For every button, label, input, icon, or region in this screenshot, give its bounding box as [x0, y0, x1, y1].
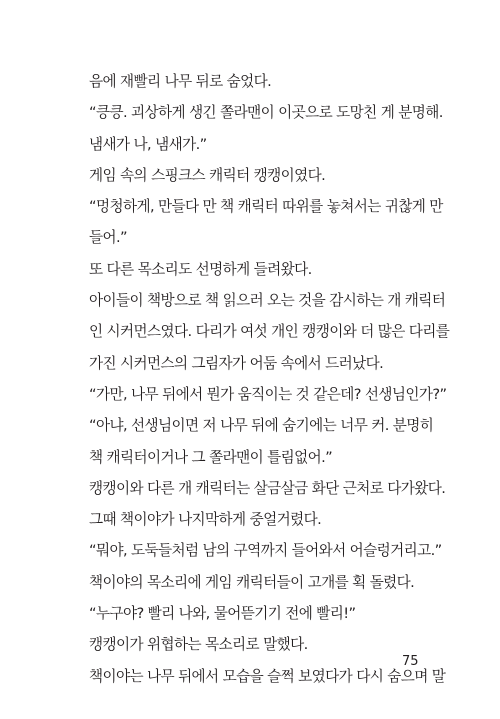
- page-number: 75: [402, 654, 419, 669]
- text-line: 들어.”: [89, 229, 127, 247]
- text-line: 또 다른 목소리도 선명하게 들려왔다.: [89, 260, 312, 278]
- body-text: [89, 66, 450, 692]
- text-line: “킁킁. 괴상하게 생긴 쫄라맨이 이곳으로 도망친 게 분명해.: [89, 104, 443, 122]
- text-line: 인 시커먼스였다. 다리가 여섯 개인 캥캥이와 더 많은 다리를: [89, 323, 450, 341]
- text-line: 아이들이 책방으로 책 읽으러 오는 것을 감시하는 개 캐릭터: [89, 292, 446, 310]
- text-line: 가진 시커먼스의 그림자가 어둠 속에서 드러났다.: [89, 354, 384, 372]
- text-line: 책이야의 목소리에 게임 캐릭터들이 고개를 획 돌렸다.: [89, 573, 415, 591]
- text-line: “뭐야, 도둑들처럼 남의 구역까지 들어와서 어슬렁거리고.”: [89, 542, 442, 560]
- text-line: “아냐, 선생님이면 저 나무 뒤에 숨기에는 너무 커. 분명히: [89, 417, 434, 435]
- text-line: 음에 재빨리 나무 뒤로 숨었다.: [89, 73, 272, 90]
- text-line: 캥캥이가 위협하는 목소리로 말했다.: [89, 636, 308, 654]
- text-line: 냄새가 나, 냄새가.”: [89, 135, 207, 153]
- text-line: “멍청하게, 만들다 만 책 캐릭터 따위를 놓쳐서는 귀찮게 만: [89, 198, 443, 216]
- text-line: 그때 책이야가 나지막하게 중얼거렸다.: [89, 511, 322, 529]
- text-line: 책 캐릭터이거나 그 쫄라맨이 틀림없어.”: [89, 448, 333, 466]
- text-line: 캥캥이와 다른 개 캐릭터는 살금살금 화단 근처로 다가왔다.: [89, 479, 446, 497]
- text-line: 게임 속의 스핑크스 캐릭터 캥캥이였다.: [89, 166, 326, 184]
- text-line: 책이야는 나무 뒤에서 모습을 슬쩍 보였다가 다시 숨으며 말: [89, 667, 446, 685]
- text-line: “누구야? 빨리 나와, 물어뜯기기 전에 빨리!”: [89, 605, 356, 623]
- text-line: “가만, 나무 뒤에서 뭔가 움직이는 것 같은데? 선생님인가?”: [89, 385, 447, 403]
